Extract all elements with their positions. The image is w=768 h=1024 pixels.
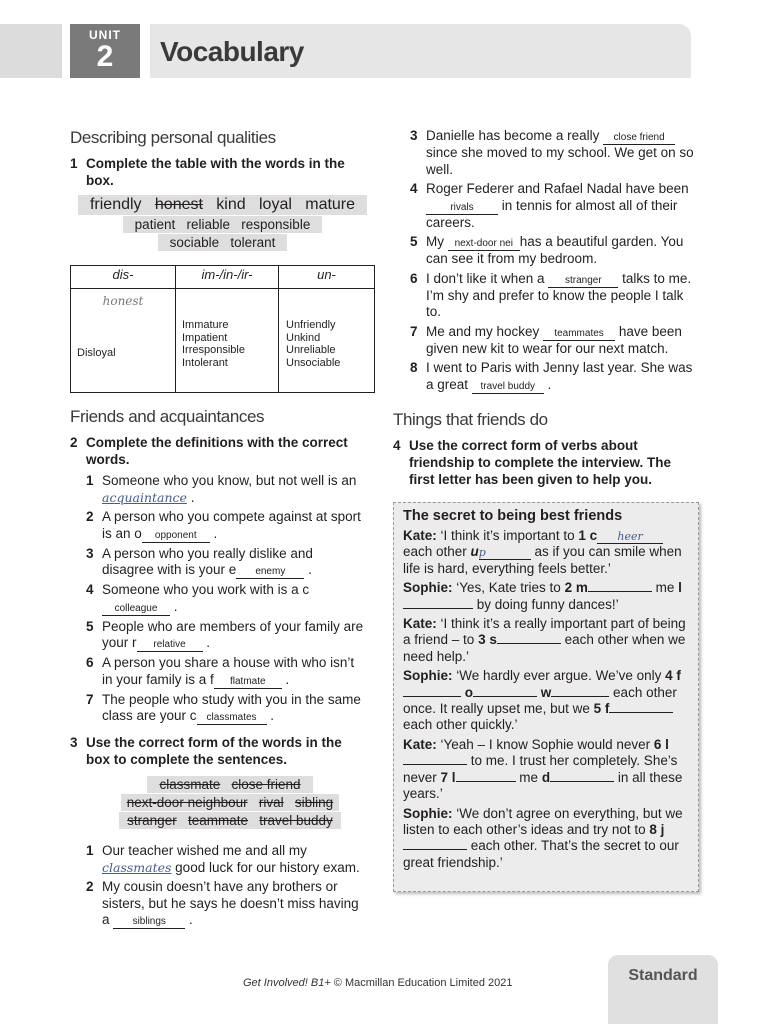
list-item <box>86 582 366 616</box>
speaker-name: Sophie: <box>403 805 453 821</box>
exercise-number: 3 <box>70 735 78 750</box>
list-item <box>410 271 700 321</box>
section-heading-friends: Friends and acquaintances <box>70 407 265 426</box>
gap-input[interactable] <box>473 696 537 697</box>
turn-text: by doing funny dances!’ <box>473 596 619 612</box>
item-text: Our teacher wished me and all my <box>102 843 307 858</box>
answer-blank[interactable]: rivals <box>426 202 498 215</box>
word: mature <box>305 196 356 213</box>
word: kind <box>216 196 246 213</box>
answer-blank[interactable]: close friend <box>603 132 675 145</box>
turn-text: ‘We hardly ever argue. We’ve only <box>452 668 666 684</box>
item-text: A person who you really dislike and disagree with is your e <box>102 545 313 577</box>
word: reliable <box>186 217 231 232</box>
table-cell-dis <box>71 289 176 393</box>
unit-badge <box>70 24 140 78</box>
word-crossed: stranger <box>127 813 177 828</box>
item-text: Danielle has become a really <box>426 128 604 143</box>
item-text: . <box>185 912 193 927</box>
word-crossed: teammate <box>187 813 248 828</box>
turn-text: me <box>515 769 542 785</box>
item-text: My cousin doesn’t have any brothers or sisters, but he says he doesn’t miss having a <box>102 879 359 927</box>
exercise-3-list-part2 <box>410 128 700 394</box>
list-item <box>86 546 366 580</box>
gap-number: 8 j <box>649 821 665 837</box>
speaker-name: Sophie: <box>403 580 453 596</box>
answer-text: Unkind <box>286 331 321 344</box>
prefix-table <box>70 265 375 393</box>
answer-blank[interactable]: siblings <box>113 916 185 929</box>
word-crossed: next-door neighbour <box>126 795 248 810</box>
interview-text <box>403 528 689 871</box>
item-text: Someone who you work with is a c <box>102 582 310 597</box>
table-header: im-/in-/ir- <box>176 266 279 289</box>
item-number: 4 <box>86 582 94 597</box>
word-crossed: travel buddy <box>259 813 333 828</box>
gap-number: 3 s <box>478 632 497 648</box>
gap-input[interactable]: heer <box>597 531 663 544</box>
answer-blank[interactable]: stranger <box>548 275 618 288</box>
table-header: dis- <box>71 266 176 289</box>
list-item <box>86 692 366 726</box>
gap-input[interactable] <box>403 764 467 765</box>
gap-number: 7 l <box>440 769 456 785</box>
list-item <box>410 234 700 268</box>
item-text: My <box>426 234 448 249</box>
item-text: in tennis for almost all of their careers. <box>426 197 678 230</box>
unit-number: 2 <box>96 40 114 73</box>
item-number: 6 <box>86 655 94 670</box>
item-number: 8 <box>410 360 418 375</box>
answer-blank[interactable]: relative <box>137 639 203 652</box>
item-number: 5 <box>86 618 94 634</box>
item-text: The people who study with you in the same class are your c <box>102 691 361 723</box>
turn-text: ‘Yeah – I know Sophie would never <box>436 736 654 752</box>
word-crossed: rival <box>258 795 284 810</box>
item-text: People who are members of your family are your r <box>102 618 364 650</box>
item-text: . <box>543 376 552 392</box>
item-number: 4 <box>410 181 418 196</box>
item-number: 3 <box>410 128 418 143</box>
item-number: 1 <box>86 843 94 858</box>
handwritten-answer: honest <box>102 294 144 308</box>
answer-blank[interactable]: teammates <box>543 328 615 341</box>
interview-title: The secret to being best friends <box>403 508 623 524</box>
turn-text: each other when we need help.’ <box>403 632 686 664</box>
item-number: 6 <box>410 270 418 286</box>
item-text: talks to me. I’m shy and prefer to know the people I talk to. <box>426 270 692 319</box>
list-item <box>410 128 700 178</box>
page-title: Vocabulary <box>160 36 304 67</box>
answer-text: Unfriendly <box>286 319 336 331</box>
word: friendly <box>89 196 142 213</box>
footer-credit <box>243 977 513 989</box>
gap-input[interactable] <box>456 781 516 782</box>
interview-turn <box>403 737 689 803</box>
list-item <box>86 509 366 543</box>
exercise-2-instruction <box>70 434 365 468</box>
gap-number: 6 l <box>653 736 669 752</box>
gap-input[interactable] <box>403 608 473 609</box>
list-item <box>410 324 700 358</box>
answer-blank[interactable]: acquaintance <box>102 489 187 505</box>
answer-blank[interactable]: classmates <box>102 859 172 875</box>
turn-text: each other quickly.’ <box>403 717 518 733</box>
instruction-text: Complete the definitions with the correct words. <box>86 435 348 467</box>
word: sociable <box>169 235 220 250</box>
turn-text: ‘I think it’s important to <box>436 528 579 543</box>
answer-text: Intolerant <box>182 356 228 369</box>
word-crossed: honest <box>154 196 203 213</box>
answer-text: Irresponsible <box>182 344 245 356</box>
word-crossed: classmate <box>159 777 221 792</box>
gap-number: l <box>678 580 682 596</box>
word-box-3 <box>100 776 360 829</box>
list-item <box>86 879 361 929</box>
answer-blank[interactable]: classmates <box>197 712 267 725</box>
exercise-3-instruction <box>70 734 365 768</box>
gap-number: w <box>540 684 552 700</box>
item-text: . <box>266 708 275 723</box>
list-item <box>410 181 700 231</box>
exercise-3-list-part1 <box>86 843 361 929</box>
gap-number: 2 m <box>564 580 588 596</box>
item-number: 2 <box>86 879 94 894</box>
list-item <box>410 360 700 394</box>
instruction-text: Use the correct form of the words in the box to complete the sentences. <box>86 735 342 767</box>
header-left-tab <box>0 24 62 78</box>
item-number: 5 <box>410 234 418 249</box>
instruction-text: Use the correct form of verbs about friendship to complete the interview. The first letter has been given to help you. <box>409 438 672 487</box>
list-item <box>86 843 361 876</box>
item-text: . <box>304 562 312 577</box>
item-number: 1 <box>86 473 94 488</box>
gap-input[interactable] <box>403 849 467 850</box>
speaker-name: Sophie: <box>403 668 453 684</box>
turn-text: to me. I trust her completely. She’s never <box>403 753 678 785</box>
gap-input[interactable] <box>551 696 609 697</box>
gap-input[interactable] <box>497 643 561 644</box>
speaker-name: Kate: <box>403 616 437 632</box>
turn-text: each other. That’s the secret to our great friendship.’ <box>403 838 679 870</box>
gap-number: u <box>470 544 479 560</box>
answer-text: Unreliable <box>286 344 336 356</box>
interview-turn <box>403 806 689 872</box>
gap-number: d <box>541 769 551 785</box>
speaker-name: Kate: <box>403 528 437 543</box>
answer-blank[interactable]: opponent <box>142 530 210 543</box>
answer-text: Unsociable <box>286 356 341 369</box>
answer-blank[interactable]: travel buddy <box>472 381 544 394</box>
exercise-number: 2 <box>70 435 78 450</box>
speaker-name: Kate: <box>403 736 437 752</box>
item-number: 7 <box>86 691 94 707</box>
item-text: . <box>202 635 211 650</box>
unit-label: UNIT <box>89 28 121 42</box>
exercise-1-instruction <box>70 155 360 189</box>
interview-turn <box>403 668 689 734</box>
word: tolerant <box>230 235 276 250</box>
item-number: 3 <box>86 545 94 561</box>
word-crossed: close friend <box>231 777 301 792</box>
word-box-1 <box>70 195 375 252</box>
turn-text: me <box>651 580 679 596</box>
gap-number: o <box>464 684 474 700</box>
level-label: Standard <box>628 967 698 984</box>
item-text: Me and my hockey <box>426 323 544 339</box>
instruction-text: Complete the table with the words in the box. <box>86 156 345 188</box>
answer-text: Immature <box>182 319 229 331</box>
word: patient <box>134 217 176 232</box>
interview-turn <box>403 528 689 577</box>
interview-box <box>393 502 699 892</box>
gap-input[interactable] <box>609 712 673 713</box>
interview-turn <box>403 580 689 613</box>
turn-text: each other once. It really upset me, but we <box>403 684 677 717</box>
gap-number: 1 c <box>578 528 598 543</box>
answer-text: Disloyal <box>77 347 116 359</box>
table-cell-un <box>279 289 375 393</box>
list-item <box>86 619 366 653</box>
item-text: I don’t like it when a <box>426 270 549 286</box>
turn-text: each other <box>403 544 471 560</box>
exercise-number: 1 <box>70 156 78 171</box>
answer-text: Impatient <box>182 331 228 344</box>
item-text: . <box>281 671 290 687</box>
level-tab <box>608 955 718 1024</box>
item-number: 2 <box>86 509 94 524</box>
copyright-text: © Macmillan Education Limited 2021 <box>330 977 513 989</box>
gap-input[interactable] <box>550 781 614 782</box>
table-cell-im <box>176 289 279 393</box>
item-text: good luck for our history exam. <box>171 859 360 875</box>
item-text: A person who you compete against at sport is an o <box>102 509 361 541</box>
turn-text: ‘We don’t agree on everything, but we listen to each other’s ideas and try not to <box>403 805 683 837</box>
item-text: A person you share a house with who isn’t in your family is a f <box>102 655 355 687</box>
interview-turn <box>403 616 689 665</box>
word: responsible <box>241 217 311 232</box>
item-text: has a beautiful garden. You can see it from my bedroom. <box>426 234 684 266</box>
list-item <box>86 473 366 506</box>
turn-text: ‘I think it’s a really important part of being a friend – to <box>403 616 686 648</box>
item-number: 7 <box>410 323 418 339</box>
turn-text: as if you can smile when life is hard, everything feels better.’ <box>403 544 682 576</box>
gap-number: 5 f <box>593 701 610 717</box>
word: loyal <box>258 196 292 213</box>
exercise-2-list <box>86 473 366 725</box>
answer-blank[interactable]: flatmate <box>214 676 282 689</box>
item-text: . <box>170 598 178 614</box>
item-text: I went to Paris with Jenny last year. She was a great <box>426 360 693 392</box>
gap-input[interactable]: p <box>479 547 531 560</box>
gap-number: 4 f <box>665 668 681 684</box>
item-text: Someone who you know, but not well is an <box>102 473 357 488</box>
list-item <box>86 655 366 689</box>
exercise-number: 4 <box>393 438 401 453</box>
word-crossed: sibling <box>294 795 334 810</box>
turn-text: in all these years.’ <box>403 769 683 802</box>
answer-blank[interactable]: colleague <box>102 603 170 616</box>
answer-blank[interactable]: next-door nei <box>448 238 520 251</box>
turn-text: ‘Yes, Kate tries to <box>452 580 565 596</box>
gap-input[interactable] <box>588 591 652 592</box>
section-heading-things-friends-do: Things that friends do <box>393 410 548 429</box>
book-title: Get Involved! B1+ <box>243 977 331 989</box>
answer-blank[interactable]: enemy <box>236 566 304 579</box>
table-header: un- <box>279 266 375 289</box>
item-text: . <box>209 525 218 541</box>
item-text: have been given new kit to wear for our next match. <box>426 323 682 356</box>
exercise-4-instruction <box>393 437 693 488</box>
gap-input[interactable] <box>403 696 461 697</box>
item-text: . <box>186 489 195 505</box>
item-text: Roger Federer and Rafael Nadal have been <box>426 181 689 196</box>
item-text: since she moved to my school. We get on so well. <box>426 145 694 177</box>
section-heading-qualities: Describing personal qualities <box>70 128 276 147</box>
